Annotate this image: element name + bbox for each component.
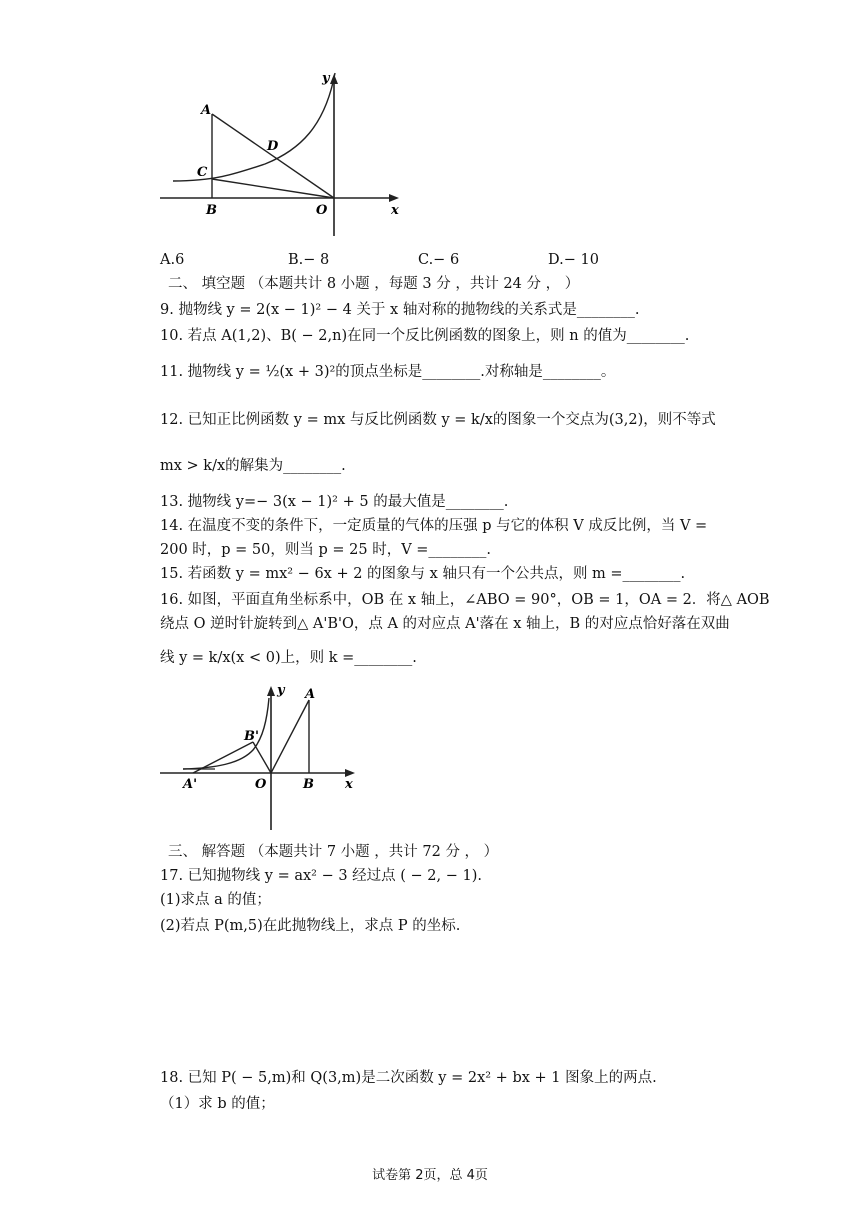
- section-2-heading: 二、 填空题 （本题共计 8 小题 ，每题 3 分 ，共计 24 分 ， ）: [168, 276, 580, 292]
- label-o: O: [255, 777, 267, 792]
- answer-options: [160, 252, 780, 272]
- question-16-line-2: 绕点 O 逆时针旋转到△ A'B'O，点 A 的对应点 A'落在 x 轴上，B 的对应点恰好落在双曲: [160, 616, 730, 632]
- label-o: O: [316, 203, 328, 218]
- question-12-line-1: 12. 已知正比例函数 y = mx 与反比例函数 y = k/x的图象一个交点为(3,2)，则不等式: [160, 412, 716, 428]
- x-axis-arrow: [345, 769, 355, 777]
- label-x: x: [345, 777, 353, 792]
- page-footer: 试卷第 2页，总 4页: [372, 1168, 488, 1183]
- section-3-heading: 三、 解答题 （本题共计 7 小题 ，共计 72 分 ， ）: [168, 844, 499, 860]
- question-12-line-2: mx > k/x的解集为________.: [160, 458, 346, 474]
- label-y: y: [322, 71, 330, 86]
- segment-oa: [271, 700, 309, 773]
- label-a: A: [305, 687, 316, 702]
- question-17: 17. 已知抛物线 y = ax² − 3 经过点 ( − 2, − 1).: [160, 868, 483, 884]
- figure-2-graph: [155, 680, 375, 835]
- label-b: B: [206, 203, 217, 218]
- label-a: A: [201, 103, 212, 118]
- question-17-part-1: (1)求点 a 的值；: [160, 892, 271, 908]
- question-9: 9. 抛物线 y = 2(x − 1)² − 4 关于 x 轴对称的抛物线的关系式是________.: [160, 302, 640, 318]
- question-10: 10. 若点 A(1,2)、B( − 2,n)在同一个反比例函数的图象上，则 n 的值为________.: [160, 328, 690, 344]
- figure-1-graph: [155, 68, 415, 243]
- option-d: D.− 10: [548, 252, 599, 268]
- option-a: A.6: [160, 252, 185, 268]
- option-b: B.− 8: [288, 252, 330, 268]
- segment-co: [212, 179, 334, 198]
- question-11: 11. 抛物线 y = ½(x + 3)²的顶点坐标是________.对称轴是________。: [160, 364, 616, 380]
- y-axis-arrow: [267, 686, 275, 696]
- question-14-line-1: 14. 在温度不变的条件下，一定质量的气体的压强 p 与它的体积 V 成反比例，当 V =: [160, 518, 708, 534]
- x-axis-arrow: [389, 194, 399, 202]
- question-16-line-3: 线 y = k/x(x < 0)上，则 k =________.: [160, 650, 417, 666]
- label-b: B: [303, 777, 314, 792]
- label-d: D: [267, 139, 279, 154]
- question-17-part-2: (2)若点 P(m,5)在此抛物线上，求点 P 的坐标.: [160, 918, 461, 934]
- label-x: x: [391, 203, 399, 218]
- label-c: C: [197, 165, 208, 180]
- question-16-line-1: 16. 如图，平面直角坐标系中，OB 在 x 轴上，∠ABO = 90°，OB = 1，OA = 2．将△ AOB: [160, 592, 770, 608]
- segment-ao: [212, 114, 334, 198]
- option-c: C.− 6: [418, 252, 460, 268]
- segment-b-prime-o: [253, 742, 271, 773]
- question-14-line-2: 200 时，p = 50，则当 p = 25 时，V =________.: [160, 542, 492, 558]
- question-18: 18. 已知 P( − 5,m)和 Q(3,m)是二次函数 y = 2x² + bx + 1 图象上的两点.: [160, 1070, 657, 1086]
- label-a-prime: A': [183, 777, 198, 792]
- question-15: 15. 若函数 y = mx² − 6x + 2 的图象与 x 轴只有一个公共点，则 m =________.: [160, 566, 686, 582]
- label-b-prime: B': [244, 729, 259, 744]
- label-y: y: [277, 683, 285, 698]
- question-18-part-1: （1）求 b 的值；: [160, 1096, 275, 1112]
- question-13: 13. 抛物线 y=− 3(x − 1)² + 5 的最大值是________.: [160, 494, 509, 510]
